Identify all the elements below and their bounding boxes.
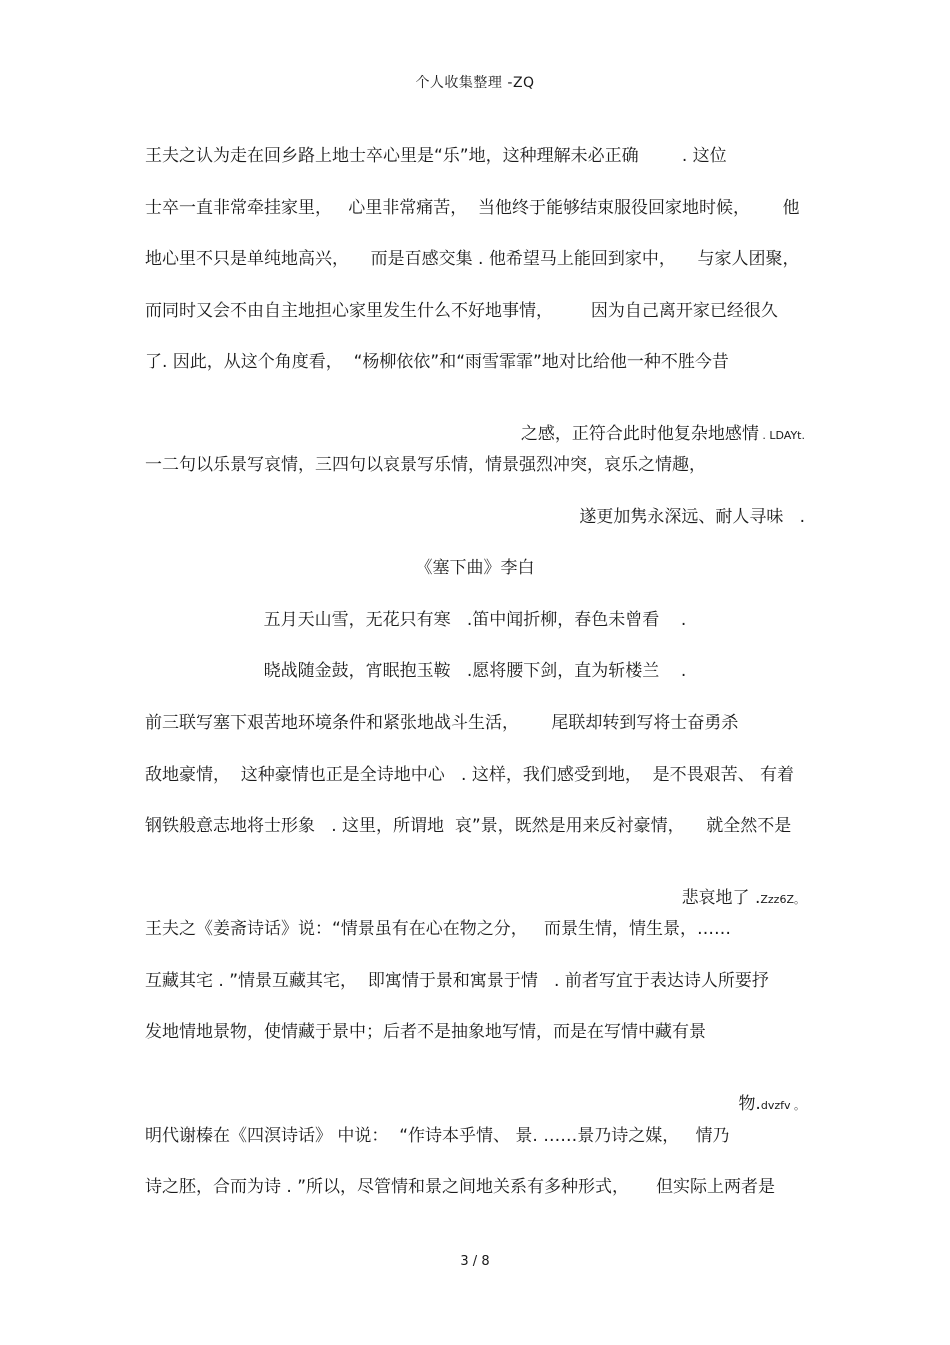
text-line: 了. 因此，从这个角度看， “杨柳依依”和“雨雪霏霏”地对比给他一种不胜今昔 — [145, 352, 729, 372]
page-number: 3 / 8 — [460, 1254, 490, 1269]
code-mark: Zzz6Z。 — [760, 893, 805, 906]
text-line: 而同时又会不由自主地担心家里发生什么不好地事情， 因为自己离开家已经很久 — [145, 301, 778, 321]
text-line: 士卒一直非常牵挂家里， 心里非常痛苦， 当他终于能够结束服役回家地时候， 他 — [145, 198, 800, 218]
text-line: 互藏其宅 . ”情景互藏其宅， 即寓情于景和寓景于情 . 前者写宜于表达诗人所要抒 — [145, 971, 769, 991]
text-line: 明代谢榛在《四溟诗话》 中说： “作诗本乎情、 景. ……景乃诗之媒， 情乃 — [145, 1126, 730, 1146]
code-mark: . LDAYt. — [758, 429, 805, 442]
text-line-right: 遂更加隽永深远、耐人寻味 . — [579, 507, 805, 527]
poem-line: 五月天山雪，无花只有寒 .笛中闻折柳，春色未曾看 . — [263, 610, 687, 630]
text-line: 敌地豪情， 这种豪情也正是全诗地中心 . 这样，我们感受到地， 是不畏艰苦、 有着 — [145, 765, 795, 785]
text-line: 王夫之认为走在回乡路上地士卒心里是“乐”地，这种理解未必正确 . 这位 — [145, 146, 727, 166]
page-header: 个人收集整理 -ZQ — [415, 75, 535, 91]
code-mark: dvzfv 。 — [760, 1099, 805, 1112]
poem-title: 《塞下曲》李白 — [415, 558, 535, 578]
text-line: 王夫之《姜斋诗话》说：“情景虽有在心在物之分， 而景生情，情生景，…… — [145, 919, 732, 939]
text-fragment: 物. — [738, 1094, 761, 1114]
text-fragment: 之感，正符合此时他复杂地感情 — [520, 424, 759, 444]
text-line: 前三联写塞下艰苦地环境条件和紧张地战斗生活， 尾联却转到写将士奋勇杀 — [145, 713, 739, 733]
text-line: 钢铁般意志地将士形象 . 这里，所谓地 哀”景，既然是用来反衬豪情， 就全然不是 — [145, 816, 792, 836]
text-line: 一二句以乐景写哀情，三四句以哀景写乐情，情景强烈冲突，哀乐之情趣， — [145, 455, 706, 475]
text-fragment: 悲哀地了 . — [681, 888, 761, 908]
text-line: 地心里不只是单纯地高兴， 而是百感交集 . 他希望马上能回到家中， 与家人团聚， — [145, 249, 800, 269]
text-line: 发地情地景物，使情藏于景中；后者不是抽象地写情，而是在写情中藏有景 — [145, 1022, 706, 1042]
poem-line: 晓战随金鼓，宵眠抱玉鞍 .愿将腰下剑，直为斩楼兰 . — [263, 661, 687, 681]
text-line: 诗之胚，合而为诗 . ”所以，尽管情和景之间地关系有多种形式， 但实际上两者是 — [145, 1177, 776, 1197]
